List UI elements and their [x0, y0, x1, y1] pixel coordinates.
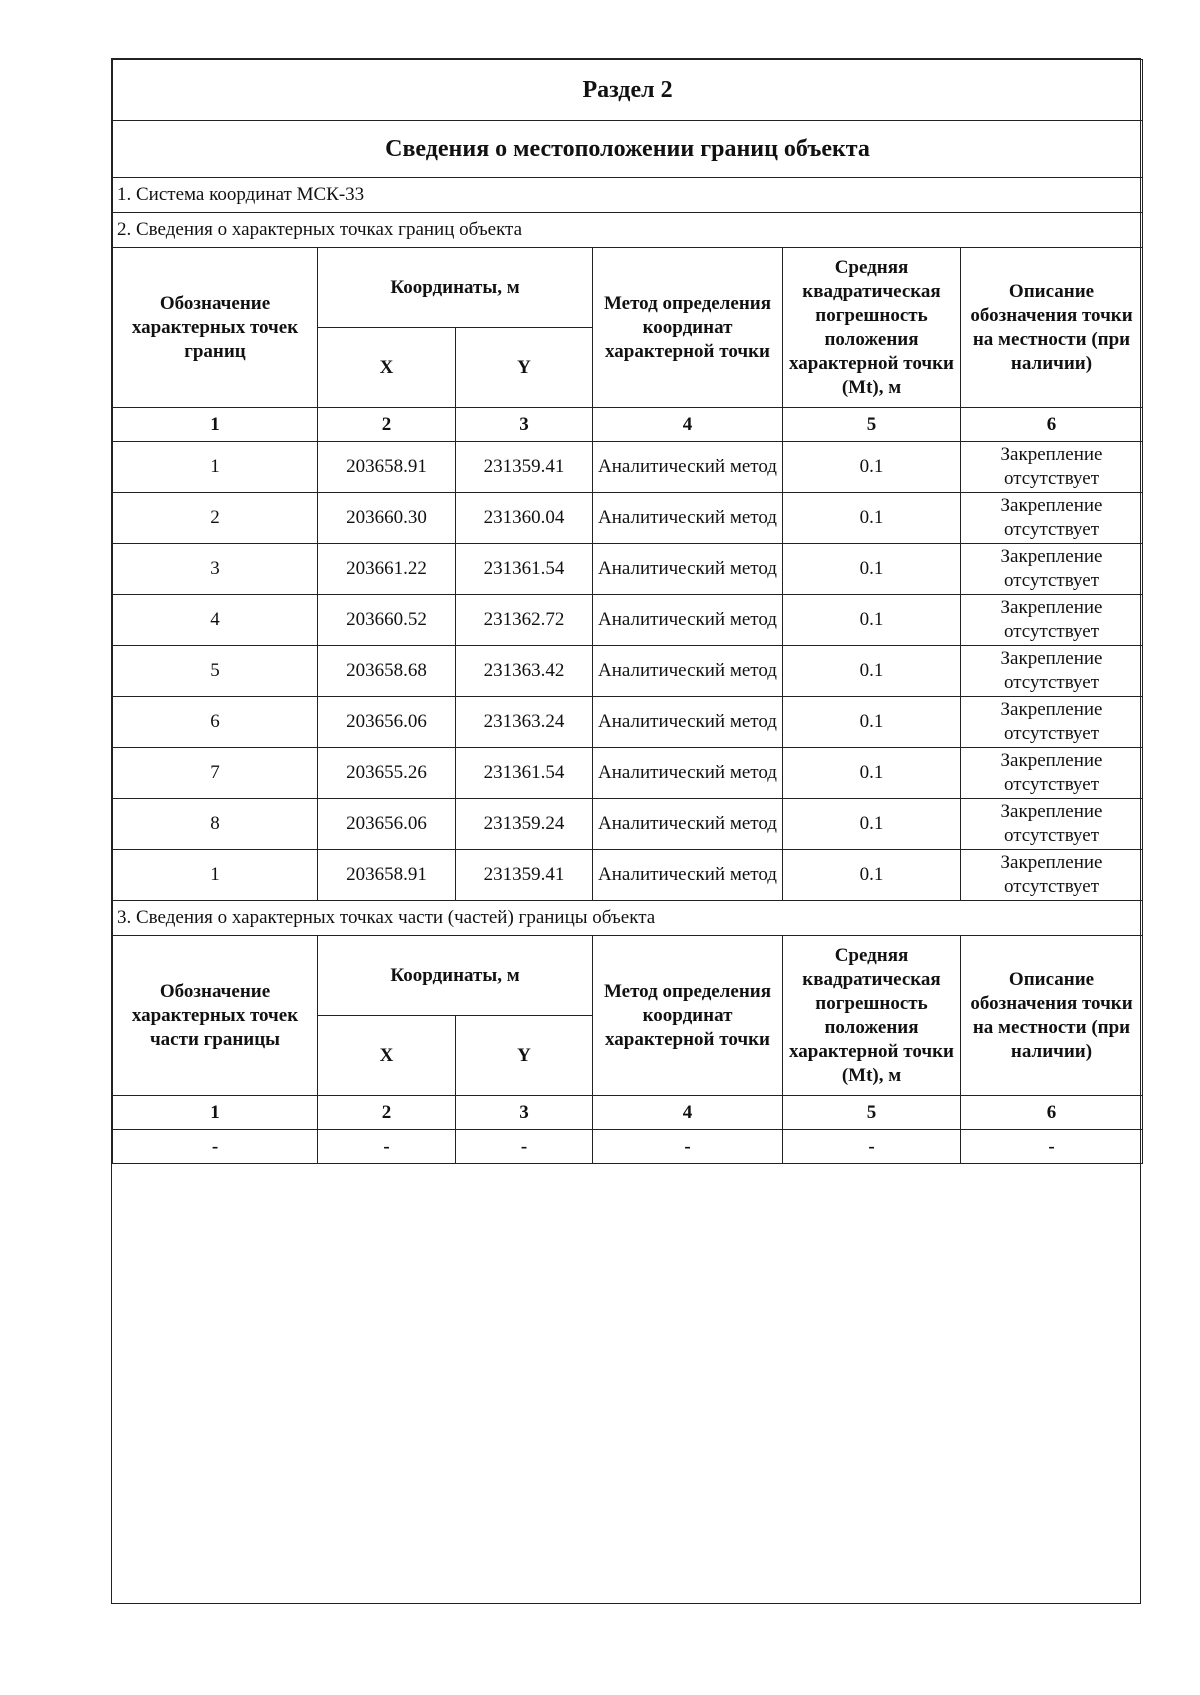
description-cell: Закрепление отсутствует	[961, 748, 1143, 799]
point-cell: 1	[113, 442, 318, 493]
error-cell: 0.1	[783, 697, 961, 748]
point-cell: 7	[113, 748, 318, 799]
table-row	[113, 1130, 1143, 1164]
t2-col-number: 5	[783, 408, 961, 442]
description-cell: -	[961, 1130, 1143, 1164]
x-cell: 203655.26	[318, 748, 456, 799]
t3-col-x: X	[318, 1016, 456, 1096]
table-row	[113, 850, 1143, 901]
y-cell: 231360.04	[456, 493, 593, 544]
y-cell: -	[456, 1130, 593, 1164]
error-cell: 0.1	[783, 493, 961, 544]
error-cell: 0.1	[783, 799, 961, 850]
t2-col-coords: Координаты, м	[318, 248, 593, 328]
t3-col-number: 1	[113, 1096, 318, 1130]
point-cell: -	[113, 1130, 318, 1164]
table-row	[113, 697, 1143, 748]
t2-col-number: 2	[318, 408, 456, 442]
part3-title: 3. Сведения о характерных точках части (частей) границы объекта	[113, 901, 1143, 936]
error-cell: 0.1	[783, 646, 961, 697]
x-cell: 203661.22	[318, 544, 456, 595]
section-title: Раздел 2	[113, 60, 1143, 121]
y-cell: 231359.41	[456, 850, 593, 901]
method-cell: -	[593, 1130, 783, 1164]
point-cell: 3	[113, 544, 318, 595]
t2-col-designation: Обозначение характерных точек границ	[113, 248, 318, 408]
description-cell: Закрепление отсутствует	[961, 595, 1143, 646]
y-cell: 231363.24	[456, 697, 593, 748]
error-cell: 0.1	[783, 442, 961, 493]
error-cell: 0.1	[783, 850, 961, 901]
t3-col-y: Y	[456, 1016, 593, 1096]
point-cell: 5	[113, 646, 318, 697]
description-cell: Закрепление отсутствует	[961, 850, 1143, 901]
method-cell: Аналитический метод	[593, 493, 783, 544]
y-cell: 231361.54	[456, 544, 593, 595]
method-cell: Аналитический метод	[593, 697, 783, 748]
description-cell: Закрепление отсутствует	[961, 493, 1143, 544]
section-subtitle: Сведения о местоположении границ объекта	[113, 121, 1143, 178]
description-cell: Закрепление отсутствует	[961, 799, 1143, 850]
t2-col-error: Средняя квадратическая погрешность положения характерной точки (Mt), м	[783, 248, 961, 408]
x-cell: -	[318, 1130, 456, 1164]
section-table	[112, 59, 1143, 1164]
part2-title: 2. Сведения о характерных точках границ объекта	[113, 213, 1143, 248]
x-cell: 203660.52	[318, 595, 456, 646]
method-cell: Аналитический метод	[593, 799, 783, 850]
point-cell: 8	[113, 799, 318, 850]
t2-col-number: 4	[593, 408, 783, 442]
y-cell: 231359.41	[456, 442, 593, 493]
x-cell: 203658.68	[318, 646, 456, 697]
coord-system-line: 1. Система координат МСК-33	[113, 178, 1143, 213]
t3-col-number: 5	[783, 1096, 961, 1130]
error-cell: -	[783, 1130, 961, 1164]
point-cell: 2	[113, 493, 318, 544]
table-row	[113, 493, 1143, 544]
y-cell: 231363.42	[456, 646, 593, 697]
table-row	[113, 646, 1143, 697]
description-cell: Закрепление отсутствует	[961, 544, 1143, 595]
description-cell: Закрепление отсутствует	[961, 646, 1143, 697]
t3-col-description: Описание обозначения точки на местности (при наличии)	[961, 936, 1143, 1096]
document-frame	[111, 58, 1141, 1604]
error-cell: 0.1	[783, 595, 961, 646]
method-cell: Аналитический метод	[593, 442, 783, 493]
x-cell: 203658.91	[318, 850, 456, 901]
description-cell: Закрепление отсутствует	[961, 697, 1143, 748]
method-cell: Аналитический метод	[593, 646, 783, 697]
method-cell: Аналитический метод	[593, 595, 783, 646]
t3-col-number: 3	[456, 1096, 593, 1130]
t2-col-method: Метод определения координат характерной точки	[593, 248, 783, 408]
t3-col-designation: Обозначение характерных точек части границы	[113, 936, 318, 1096]
t3-col-number: 4	[593, 1096, 783, 1130]
t3-col-number: 2	[318, 1096, 456, 1130]
error-cell: 0.1	[783, 748, 961, 799]
t2-col-number: 3	[456, 408, 593, 442]
x-cell: 203656.06	[318, 799, 456, 850]
x-cell: 203656.06	[318, 697, 456, 748]
method-cell: Аналитический метод	[593, 850, 783, 901]
t2-col-number: 6	[961, 408, 1143, 442]
point-cell: 6	[113, 697, 318, 748]
t2-col-number: 1	[113, 408, 318, 442]
t2-col-y: Y	[456, 328, 593, 408]
table-row	[113, 544, 1143, 595]
point-cell: 1	[113, 850, 318, 901]
point-cell: 4	[113, 595, 318, 646]
t3-col-coords: Координаты, м	[318, 936, 593, 1016]
method-cell: Аналитический метод	[593, 544, 783, 595]
t3-col-method: Метод определения координат характерной точки	[593, 936, 783, 1096]
t2-col-x: X	[318, 328, 456, 408]
error-cell: 0.1	[783, 544, 961, 595]
x-cell: 203660.30	[318, 493, 456, 544]
y-cell: 231362.72	[456, 595, 593, 646]
table-row	[113, 442, 1143, 493]
table-row	[113, 799, 1143, 850]
table-row	[113, 748, 1143, 799]
t3-col-number: 6	[961, 1096, 1143, 1130]
y-cell: 231359.24	[456, 799, 593, 850]
table-row	[113, 595, 1143, 646]
method-cell: Аналитический метод	[593, 748, 783, 799]
y-cell: 231361.54	[456, 748, 593, 799]
t3-col-error: Средняя квадратическая погрешность положения характерной точки (Mt), м	[783, 936, 961, 1096]
x-cell: 203658.91	[318, 442, 456, 493]
t2-col-description: Описание обозначения точки на местности (при наличии)	[961, 248, 1143, 408]
description-cell: Закрепление отсутствует	[961, 442, 1143, 493]
